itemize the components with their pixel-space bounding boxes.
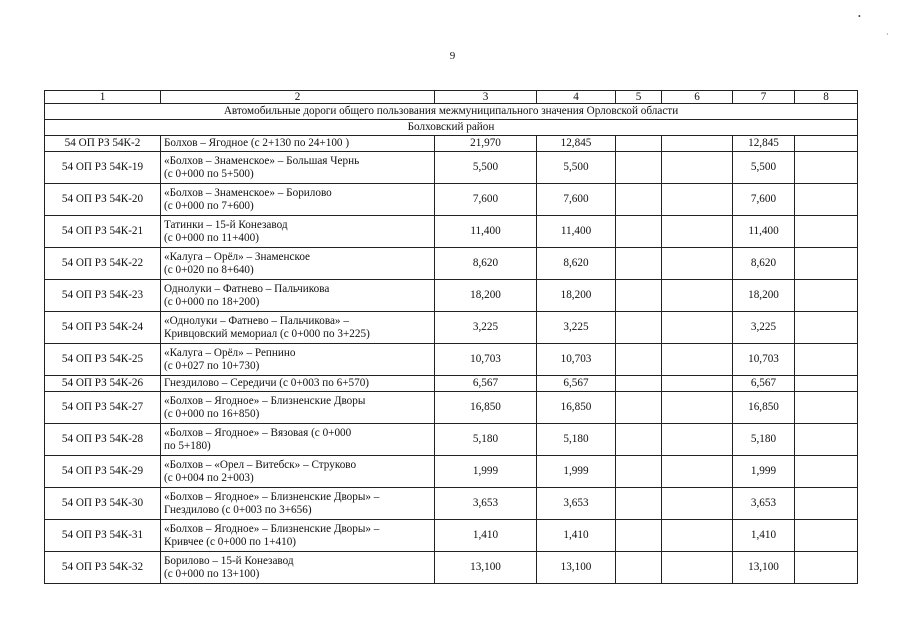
- value-c8: [795, 456, 858, 488]
- column-number: 2: [161, 91, 435, 104]
- road-name-line: «Калуга – Орёл» – Репнино: [164, 346, 296, 359]
- value-c4: 6,567: [537, 376, 616, 392]
- value-c7: 1,410: [733, 520, 795, 552]
- column-number: 4: [537, 91, 616, 104]
- value-c8: [795, 216, 858, 248]
- road-name-line: Кривцовский мемориал (с 0+000 по 3+225): [164, 327, 370, 340]
- road-name: [161, 216, 435, 248]
- scan-speck: ·: [886, 30, 889, 39]
- value-c8: [795, 280, 858, 312]
- value-c6: [662, 184, 733, 216]
- value-c3: 8,620: [435, 248, 537, 280]
- road-name: [161, 552, 435, 584]
- road-name-line: «Болхов – Ягодное» – Близненские Дворы: [164, 394, 366, 407]
- value-c8: [795, 552, 858, 584]
- value-c5: [616, 552, 662, 584]
- road-code: 54 ОП РЗ 54К-31: [45, 520, 161, 552]
- value-c4: 18,200: [537, 280, 616, 312]
- road-name: [161, 280, 435, 312]
- value-c3: 7,600: [435, 184, 537, 216]
- table-row: [45, 456, 858, 488]
- value-c3: 3,653: [435, 488, 537, 520]
- road-name-line: «Однолуки – Фатнево – Пальчикова» –: [164, 314, 349, 327]
- value-c5: [616, 216, 662, 248]
- value-c4: 16,850: [537, 392, 616, 424]
- value-c7: 1,999: [733, 456, 795, 488]
- value-c8: [795, 312, 858, 344]
- value-c5: [616, 184, 662, 216]
- column-number: 7: [733, 91, 795, 104]
- road-code: 54 ОП РЗ 54К-26: [45, 376, 161, 392]
- value-c3: 6,567: [435, 376, 537, 392]
- value-c3: 21,970: [435, 136, 537, 152]
- value-c5: [616, 152, 662, 184]
- section-title-row: [45, 104, 858, 120]
- district-name: Болховский район: [45, 120, 858, 136]
- value-c8: [795, 136, 858, 152]
- road-code: 54 ОП РЗ 54К-29: [45, 456, 161, 488]
- column-number-row: [45, 91, 858, 104]
- road-name: [161, 424, 435, 456]
- value-c8: [795, 376, 858, 392]
- road-name-line: Кривчее (с 0+000 по 1+410): [164, 535, 297, 548]
- value-c4: 1,410: [537, 520, 616, 552]
- value-c8: [795, 424, 858, 456]
- table-row: [45, 376, 858, 392]
- road-code: 54 ОП РЗ 54К-19: [45, 152, 161, 184]
- value-c4: 10,703: [537, 344, 616, 376]
- value-c8: [795, 248, 858, 280]
- table-row: [45, 216, 858, 248]
- column-number: 8: [795, 91, 858, 104]
- value-c7: 16,850: [733, 392, 795, 424]
- road-name: [161, 184, 435, 216]
- column-number: 1: [45, 91, 161, 104]
- table-row: [45, 152, 858, 184]
- value-c5: [616, 312, 662, 344]
- table-row: [45, 136, 858, 152]
- value-c7: 3,225: [733, 312, 795, 344]
- table-row: [45, 184, 858, 216]
- road-name-line: (с 0+000 по 5+500): [164, 167, 254, 180]
- value-c8: [795, 520, 858, 552]
- value-c4: 8,620: [537, 248, 616, 280]
- value-c4: 5,180: [537, 424, 616, 456]
- value-c4: 13,100: [537, 552, 616, 584]
- value-c5: [616, 456, 662, 488]
- table-row: [45, 488, 858, 520]
- road-name: [161, 152, 435, 184]
- value-c6: [662, 136, 733, 152]
- value-c3: 5,180: [435, 424, 537, 456]
- road-name-line: по 5+180): [164, 439, 211, 452]
- value-c6: [662, 248, 733, 280]
- road-name: [161, 392, 435, 424]
- value-c7: 6,567: [733, 376, 795, 392]
- value-c4: 7,600: [537, 184, 616, 216]
- value-c7: 13,100: [733, 552, 795, 584]
- value-c3: 1,410: [435, 520, 537, 552]
- table-row: [45, 280, 858, 312]
- road-name-line: Борилово – 15-й Конезавод: [164, 554, 294, 567]
- value-c3: 18,200: [435, 280, 537, 312]
- value-c8: [795, 392, 858, 424]
- value-c6: [662, 456, 733, 488]
- road-name-line: «Болхов – Ягодное» – Близненские Дворы» –: [164, 522, 380, 535]
- value-c7: 8,620: [733, 248, 795, 280]
- value-c7: 7,600: [733, 184, 795, 216]
- road-code: 54 ОП РЗ 54К-23: [45, 280, 161, 312]
- value-c7: 3,653: [733, 488, 795, 520]
- road-name-line: Однолуки – Фатнево – Пальчикова: [164, 282, 330, 295]
- district-row: [45, 120, 858, 136]
- road-name-line: (с 0+004 по 2+003): [164, 471, 254, 484]
- column-number: 5: [616, 91, 662, 104]
- table-row: [45, 344, 858, 376]
- value-c8: [795, 488, 858, 520]
- value-c8: [795, 152, 858, 184]
- value-c4: 3,225: [537, 312, 616, 344]
- value-c6: [662, 392, 733, 424]
- value-c3: 3,225: [435, 312, 537, 344]
- value-c4: 1,999: [537, 456, 616, 488]
- value-c3: 16,850: [435, 392, 537, 424]
- road-code: 54 ОП РЗ 54К-32: [45, 552, 161, 584]
- value-c5: [616, 376, 662, 392]
- value-c7: 18,200: [733, 280, 795, 312]
- road-name-line: (с 0+000 по 13+100): [164, 567, 260, 580]
- road-name-line: «Болхов – «Орел – Витебск» – Струково: [164, 458, 357, 471]
- value-c6: [662, 424, 733, 456]
- road-name-line: Болхов – Ягодное (с 2+130 по 24+100 ): [164, 137, 350, 149]
- road-code: 54 ОП РЗ 54К-25: [45, 344, 161, 376]
- value-c6: [662, 312, 733, 344]
- road-code: 54 ОП РЗ 54К-27: [45, 392, 161, 424]
- road-code: 54 ОП РЗ 54К-22: [45, 248, 161, 280]
- road-name-line: (с 0+020 по 8+640): [164, 263, 254, 276]
- value-c7: 10,703: [733, 344, 795, 376]
- table-row: [45, 248, 858, 280]
- value-c6: [662, 488, 733, 520]
- value-c5: [616, 280, 662, 312]
- road-name: [161, 520, 435, 552]
- value-c5: [616, 136, 662, 152]
- value-c7: 11,400: [733, 216, 795, 248]
- value-c6: [662, 376, 733, 392]
- table-row: [45, 392, 858, 424]
- table-row: [45, 552, 858, 584]
- section-title: Автомобильные дороги общего пользования межмуниципального значения Орловской области: [45, 104, 858, 120]
- value-c7: 5,180: [733, 424, 795, 456]
- value-c5: [616, 488, 662, 520]
- roads-table: [44, 90, 858, 584]
- road-name: [161, 488, 435, 520]
- road-name-line: (с 0+000 по 16+850): [164, 407, 260, 420]
- value-c5: [616, 392, 662, 424]
- value-c6: [662, 552, 733, 584]
- road-code: 54 ОП РЗ 54К-2: [45, 136, 161, 152]
- road-name: [161, 312, 435, 344]
- value-c3: 13,100: [435, 552, 537, 584]
- road-name: [161, 344, 435, 376]
- value-c6: [662, 280, 733, 312]
- value-c4: 3,653: [537, 488, 616, 520]
- value-c7: 12,845: [733, 136, 795, 152]
- value-c5: [616, 424, 662, 456]
- page-number: 9: [449, 50, 456, 62]
- road-name-line: Гнездилово (с 0+003 по 3+656): [164, 503, 312, 516]
- road-name: [161, 456, 435, 488]
- road-name-line: «Калуга – Орёл» – Знаменское: [164, 250, 311, 263]
- table-row: [45, 520, 858, 552]
- table-row: [45, 424, 858, 456]
- value-c3: 10,703: [435, 344, 537, 376]
- road-code: 54 ОП РЗ 54К-21: [45, 216, 161, 248]
- value-c6: [662, 216, 733, 248]
- table-row: [45, 312, 858, 344]
- value-c8: [795, 184, 858, 216]
- value-c4: 11,400: [537, 216, 616, 248]
- road-name-line: (с 0+000 по 18+200): [164, 295, 260, 308]
- value-c3: 1,999: [435, 456, 537, 488]
- value-c7: 5,500: [733, 152, 795, 184]
- value-c6: [662, 520, 733, 552]
- road-name: [161, 248, 435, 280]
- road-name-line: (с 0+000 по 11+400): [164, 231, 259, 244]
- value-c4: 5,500: [537, 152, 616, 184]
- road-name-line: «Болхов – Ягодное» – Вязовая (с 0+000: [164, 426, 352, 439]
- column-number: 3: [435, 91, 537, 104]
- column-number: 6: [662, 91, 733, 104]
- road-name: [161, 376, 435, 392]
- road-name-line: Татинки – 15-й Конезавод: [164, 218, 288, 231]
- road-code: 54 ОП РЗ 54К-28: [45, 424, 161, 456]
- value-c3: 11,400: [435, 216, 537, 248]
- road-code: 54 ОП РЗ 54К-24: [45, 312, 161, 344]
- value-c5: [616, 248, 662, 280]
- road-name-line: Гнездилово – Середичи (с 0+003 по 6+570): [164, 377, 370, 389]
- value-c6: [662, 152, 733, 184]
- scan-speck: •: [858, 12, 861, 21]
- road-code: 54 ОП РЗ 54К-20: [45, 184, 161, 216]
- road-name: [161, 136, 435, 152]
- road-name-line: (с 0+027 по 10+730): [164, 359, 260, 372]
- road-name-line: (с 0+000 по 7+600): [164, 199, 254, 212]
- value-c5: [616, 344, 662, 376]
- value-c4: 12,845: [537, 136, 616, 152]
- value-c8: [795, 344, 858, 376]
- road-code: 54 ОП РЗ 54К-30: [45, 488, 161, 520]
- road-name-line: «Болхов – Знаменское» – Борилово: [164, 186, 332, 199]
- road-name-line: «Болхов – Знаменское» – Большая Чернь: [164, 154, 360, 167]
- road-name-line: «Болхов – Ягодное» – Близненские Дворы» –: [164, 490, 380, 503]
- value-c6: [662, 344, 733, 376]
- value-c3: 5,500: [435, 152, 537, 184]
- value-c5: [616, 520, 662, 552]
